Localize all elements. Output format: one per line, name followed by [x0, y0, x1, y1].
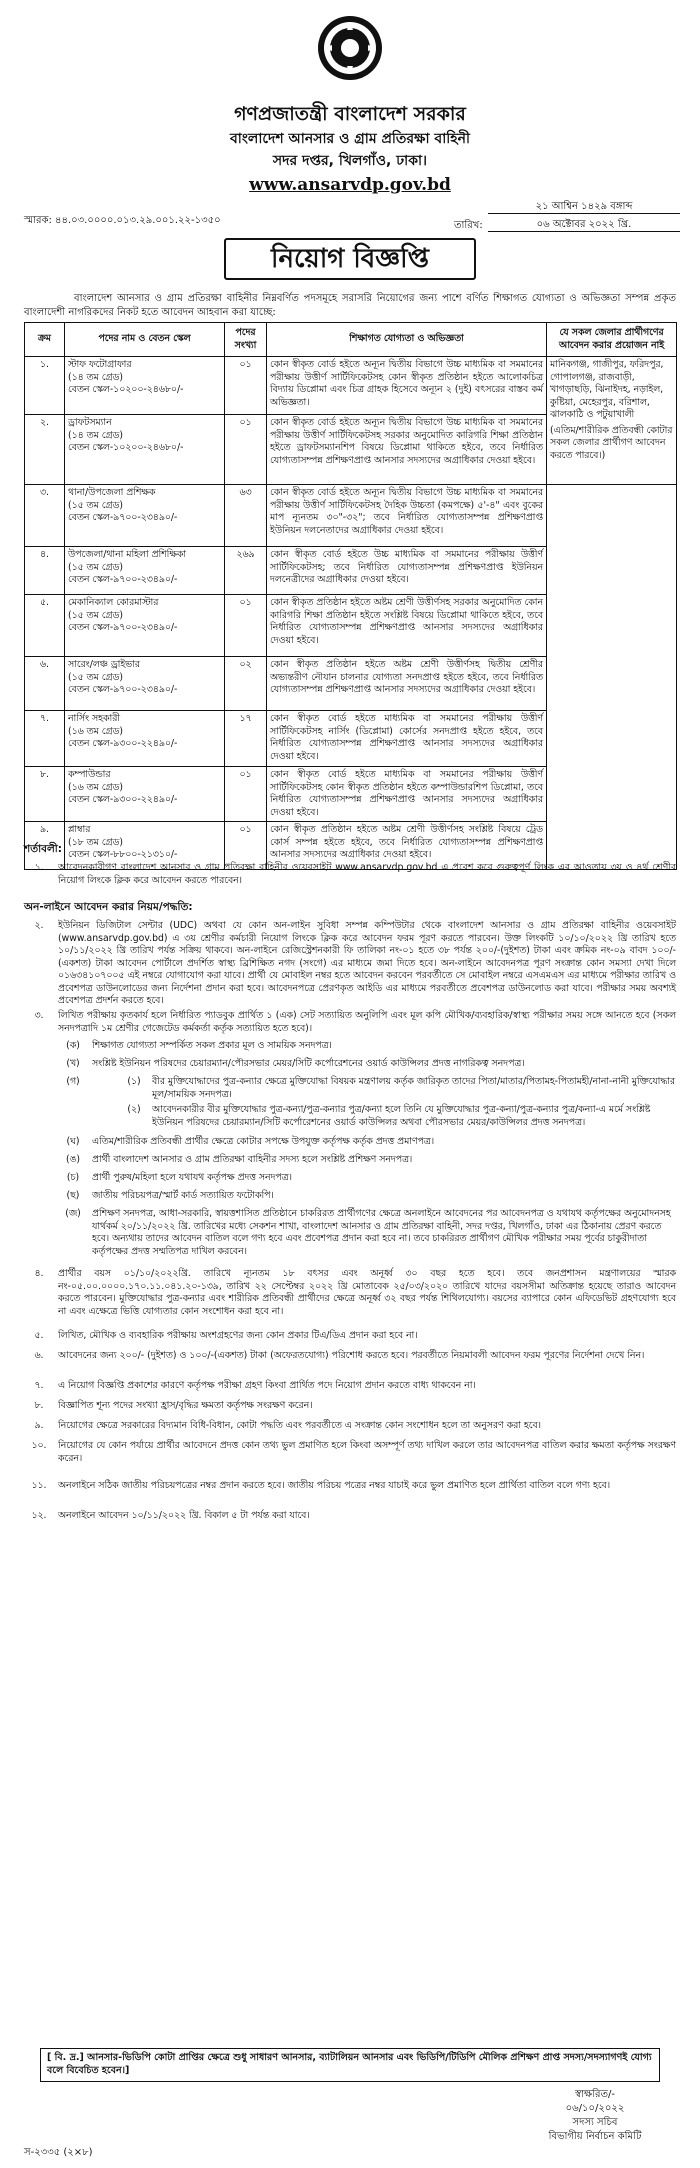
cell-qualification: কোন স্বীকৃত প্রতিষ্ঠান হইতে অষ্টম শ্রেণী উত্তীর্ণসহ সংশ্লিষ্ট বিষয়ে ট্রেড কোর্স সম্পন্ন হইতে হইবে, তবে নির্ধারিত যোগ্যতাসম্পন্ন প্রশিক্ষণপ্রাপ্ত আনসার সদস্যদের অগ্রাধিকার দেওয়া হইবে। — [267, 822, 547, 870]
online-item — [24, 920, 676, 1008]
page-title: নিয়োগ বিজ্ঞপ্তি — [224, 238, 476, 280]
signature-block — [510, 2088, 680, 2144]
clause-number: (জ) — [65, 1208, 81, 1219]
post-post: প্লাম্বার — [68, 824, 91, 836]
clause-text: লিখিত পরীক্ষায় কৃতকার্য হলে নির্ধারিত প্যাডবুক প্রার্থিত ১ (এক) সেট সত্যায়িত অনুলিপি এবং মূল কপি মৌখিক/ব্যবহারিক/স্বাস্থ্য পরীক্ষার সময় সঙ্গে আনতে হবে (সকল সনদপত্রাদি ১ম শ্রেণীর গেজেটেড কর্মকর্তা কর্তৃক সত্যায়িত হতে হবে)। — [58, 1010, 676, 1034]
post-scale: বেতন স্কেল-১০২০০-২৪৬৮০/- — [68, 442, 184, 454]
post-grade: (১৫ তম গ্রেড) — [68, 561, 123, 573]
more-item — [24, 1440, 676, 1465]
col-excluded-districts: যে সকল জেলার প্রার্থীগণের আবেদন করার প্রয়োজন নাই — [547, 323, 677, 357]
clause-text: নিয়োগের যে কোন পর্যায়ে প্রার্থীর আবেদনে প্রদত্ত কোন তথ্য ভুল প্রমাণিত হলে কিংবা অসম্পূর্ণ তথ্য দাখিল করলে তার আবেদনপত্র বাতিল করার ক্ষমতা কর্তৃপক্ষ সংরক্ষণ করেন। — [58, 1440, 676, 1464]
cell-qualification: কোন স্বীকৃত বোর্ড হইতে মাধ্যমিক বা সমমানের পরীক্ষায় উত্তীর্ণ সার্টিফিকেটসহ নার্সিং (ডিপ্লোমা) কোর্সের সনদপ্রাপ্ত হইতে হইবে, তবে নির্ধারিত যোগ্যতাসম্পন্ন প্রশিক্ষণপ্রাপ্ত আনসার সদস্যদের অগ্রাধিকার দেওয়া হইবে। — [267, 711, 547, 767]
cell-serial: ৭. — [25, 711, 65, 767]
cell-qualification: কোন স্বীকৃত বোর্ড হইতে অন্যূন দ্বিতীয় বিভাগে উচ্চ মাধ্যমিক বা সমমানের পরীক্ষায় উত্তীর্ণ সার্টিফিকেটসহ কোন স্বীকৃত প্রতিষ্ঠান হইতে আলোকচিত্র বিদ্যায় ডিপ্লোমা এবং চিত্র গ্রাহক হিসেবে অন্যূন ২ (দুই) বৎসরের বাস্তব কর্ম অভিজ্ঞতা। — [267, 357, 547, 415]
post-scale: বেতন স্কেল-৯৩০০-২২৪৯০/- — [68, 794, 178, 806]
clause-text: এ নিয়োগ বিজ্ঞপ্তি প্রকাশের কারণে কর্তৃপক্ষ পরীক্ষা গ্রহণ কিংবা প্রার্থিত পদে নিয়োগ প্রদান করতে বাধ্য থাকবেন না। — [58, 1380, 476, 1391]
post-grade: (১৫ তম গ্রেড) — [68, 609, 123, 621]
post-scale: বেতন স্কেল-৯৭০০-২৩৪৯০/- — [68, 622, 178, 634]
post-post: সারেং/লঞ্চ ড্রাইভার — [68, 659, 140, 670]
cell-serial: ৮. — [25, 767, 65, 822]
cell-serial: ৯. — [25, 822, 65, 870]
post-scale: বেতন স্কেল-১০২০০-২৪৬৮০/- — [68, 384, 184, 396]
more-item — [24, 1420, 676, 1433]
clause-text: আবেদনকারীগণ বাংলাদেশ আনসার ও গ্রাম প্রতিরক্ষা বাহিনীর ওয়েবসাইট www.ansarvdp.gov.bd এ প্রবেশ করে গুরুত্বপূর্ণ লিংক এর আওতায় ৩য় ও ৪র্থ শ্রেণীর নিয়োগ লিংকে ক্লিক করে আবেদন করতে পারবেন। — [58, 862, 676, 886]
clause-number: (ছ) — [66, 1190, 80, 1201]
cell-empty — [547, 485, 677, 870]
cell-post — [65, 415, 225, 485]
cell-post — [65, 657, 225, 711]
sub-item — [58, 1208, 676, 1258]
government-emblem-icon — [316, 14, 384, 82]
post-grade: (১৪ তম গ্রেড) — [68, 371, 123, 383]
post-grade: (১৬ তম গ্রেড) — [68, 781, 123, 793]
clause-text: লিখিত, মৌখিক ও ব্যবহারিক পরীক্ষায় অংশগ্রহণের জন্য কোন প্রকার টিএ/ডিএ প্রদান করা হবে না। — [58, 1330, 418, 1341]
cell-post — [65, 357, 225, 415]
table-row — [25, 357, 677, 415]
sub-item — [58, 1040, 676, 1053]
clause-number: ৮. — [34, 1400, 44, 1411]
clause-number: ৪. — [34, 1268, 44, 1279]
condition-item — [24, 862, 676, 887]
clause-text: প্রার্থীর বয়স ০১/১০/২০২২খ্রি. তারিখে ন্যূনতম ১৮ বৎসর এবং অনূর্ধ্ব ৩০ বছর হতে হবে। তবে জনপ্রশাসন মন্ত্রণালয়ের স্মারক নং-০৫.০০.০০০০.১৭০.১১.০৪১.২০-১৩৯, তারিখ ২২ সেপ্টেম্বর ২০২২ খ্রি মোতাবেক ২৫/০৩/২০২০ তারিখে যাদের বয়সসীমা অতিক্রান্ত হয়েছে তারাও আবেদন করতে পারবেন। মুক্তিযোদ্ধার পুত্র-কন্যার এবং শারীরিক প্রতিবন্ধী প্রার্থীদের ক্ষেত্রে অনূর্ধ্ব ৩২ বছর পর্যন্ত শিথিলযোগ্য। বয়সের ব্যাপারে কোন এফিডেভিট গ্রহণযোগ্য হবে না এবং এক্ষেত্রে ভিত্তি যোগ্যতার কোন সংশোধন করা হবে না। — [58, 1268, 676, 1317]
cell-excluded-districts — [547, 357, 677, 485]
clause-text: আবেদনকারীর বীর মুক্তিযোদ্ধার পুত্র-কন্যা/পুত্র-কন্যার পুত্র/কন্যা হলে তিনি যে মুক্তিযোদ্ধার পুত্র-কন্যা/পুত্র-কন্যার পুত্র/কন্যা-এ মর্মে সংশ্লিষ্ট ইউনিয়ন পরিষদের চেয়ারম্যান/সিটি কর্পোরেশনের ওয়ার্ড কাউন্সিলর অথবা পৌরসভার মেয়র/কাউন্সিলর প্রদত্ত সনদপত্র। — [152, 1104, 651, 1128]
clause-text: বিজ্ঞাপিত শূন্য পদের সংখ্যা হ্রাস/বৃদ্ধির ক্ষমতা কর্তৃপক্ষ সংরক্ষণ করেন। — [58, 1400, 313, 1411]
clause-text: প্রার্থী বাংলাদেশ আনসার ও গ্রাম প্রতিরক্ষা বাহিনীর সদস্য হলে সংশ্লিষ্ট প্রশিক্ষণ সনদপত্র। — [92, 1154, 413, 1165]
post-post: কম্পাউন্ডার — [68, 769, 111, 780]
clause-number: (২) — [127, 1104, 141, 1115]
cell-post — [65, 485, 225, 547]
cell-post — [65, 547, 225, 595]
cell-count: ৬৩ — [225, 485, 267, 547]
clause-text: প্রশিক্ষণ সনদপত্র, আধা-সরকারি, স্বায়ত্তশাসিত প্রতিষ্ঠানে চাকরিরত প্রার্থীগণের ক্ষেত্রে অনলাইনে আবেদনের পর আবেদনপত্র ও যথাযথ কর্তৃপক্ষের অনুমোদনসহ যার্থকর্ম ২০/১১/২০২২ খ্রি. তারিখের মধ্যে সেকশন শাখা, বাংলাদেশ আনসার ও গ্রাম প্রতিরক্ষা বাহিনী, সদর দপ্তর, খিলগাঁও, ঢাকা এর ঠিকানায় প্রেরণ করতে হবে। অন্যথায় তাদের আবেদন বাতিল বলে গণ্য হবে এবং প্রবেশপত্র প্রদান করা হবে না। তবে চাকরিরত প্রার্থীগণ মৌখিক পরীক্ষার সময় পূর্বের চাকুরীদাতা কর্তৃপক্ষের প্রদত্ত সম্মতিপত্র দাখিল করবেন। — [92, 1208, 671, 1257]
districts-note: (এতিম/শারীরিক প্রতিবন্ধী কোটার সকল জেলার প্রার্থীগণ আবেদন করতে পারবে।) — [550, 424, 673, 461]
post-scale: বেতন স্কেল-৯৩০০-২২৪৯০/- — [68, 738, 178, 750]
cell-count: ০১ — [225, 415, 267, 485]
special-note: [ বি. দ্র.] আনসার-ভিডিপি কোটা প্রাপ্তির ক্ষেত্রে শুধু সাধারণ আনসার, ব্যাটালিয়ন আনসার এবং ভিডিপি/টিডিপি মৌলিক প্রশিক্ষণ প্রাপ্ত সদস্য/সদস্যাগণই যোগ্য বলে বিবেচিত হবেন।] — [40, 2048, 660, 2082]
conditions-heading: শর্তাবলী: — [24, 843, 63, 855]
sub-item — [58, 1172, 676, 1185]
online-heading: অন-লাইনে আবেদন করার নিয়ম/পদ্ধতি: — [24, 901, 193, 913]
memo-number: স্মারক: ৪৪.০৩.০০০০.০১৩.২৯.০০১.২২-১৩৫০ — [24, 215, 221, 226]
post-scale: বেতন স্কেল-৮৮০০-২১৩১০/- — [68, 849, 178, 861]
post-post: উপজেলা/থানা মহিলা প্রশিক্ষিকা — [68, 549, 187, 560]
cell-count: ২৬৯ — [225, 547, 267, 595]
cell-post — [65, 767, 225, 822]
more-item — [24, 1400, 676, 1413]
cell-count: ০১ — [225, 767, 267, 822]
cell-qualification: কোন স্বীকৃত প্রতিষ্ঠান হইতে অষ্টম শ্রেণী উত্তীর্ণসহ দ্বিতীয় শ্রেণীর অভ্যন্তরীণ নৌযান চালনার যোগ্যতা সনদপ্রাপ্ত হইতে হইবে, তবে নির্ধারিত যোগ্যতাসম্পন্ন প্রশিক্ষণপ্রাপ্ত আনসার সদস্যদের অগ্রাধিকার দেওয়া হইবে। — [267, 657, 547, 711]
date-block — [454, 196, 680, 232]
subsub-item — [120, 1104, 676, 1129]
clause-number: (ঘ) — [66, 1136, 80, 1147]
clause-number: (খ) — [66, 1058, 80, 1069]
clause-number: ৯. — [34, 1420, 44, 1431]
footer-code: স-২৩৩৫ (২×৮) — [24, 2147, 93, 2158]
cell-count: ০২ — [225, 657, 267, 711]
post-post: নার্সিং সহকারী — [68, 713, 121, 724]
cell-serial: ৬. — [25, 657, 65, 711]
col-post: পদের নাম ও বেতন স্কেল — [65, 323, 225, 357]
post-grade: (১৮ তম গ্রেড) — [68, 836, 123, 848]
intro-paragraph: বাংলাদেশ আনসার ও গ্রাম প্রতিরক্ষা বাহিনীর নিম্নবর্ণিত পদসমূহে সরাসরি নিয়োগের জন্য পাশে বর্ণিত শিক্ষাগত যোগ্যতা ও অভিজ্ঞতা সম্পন্ন প্রকৃত বাংলাদেশী নাগরিকদের নিকট হতে আবেদন আহবান করা যাচ্ছে: — [24, 293, 676, 318]
cell-qualification: কোন স্বীকৃত বোর্ড হইতে মাধ্যমিক বা সমমানের পরীক্ষায় উত্তীর্ণ সার্টিফিকেটসহ কোন স্বীকৃত প্রতিষ্ঠান হইতে কম্পাউন্ডারশিপ ডিপ্লোমা, তবে নির্ধারিত যোগ্যতাসম্পন্ন প্রশিক্ষণপ্রাপ্ত আনসার সদস্যদের অগ্রাধিকার দেওয়া হইবে। — [267, 767, 547, 822]
districts-list: মানিকগঞ্জ, গাজীপুর, ফরিদপুর, গোপালগঞ্জ, রাজবাড়ী, খাগড়াছড়ি, ঝিনাইদহ, নড়াইল, কুষ্টিয়া, মেহেরপুর, বরিশাল, ঝালকাঠি ও পটুয়াখালী — [550, 359, 664, 421]
clause-text: সংশ্লিষ্ট ইউনিয়ন পরিষদের চেয়ারম্যান/পৌরসভার মেয়র/সিটি কর্পোরেশনের ওয়ার্ড কাউন্সিলর প্রদত্ত নাগরিকত্ব সনদপত্র। — [92, 1058, 525, 1069]
clause-text: আবেদনের জন্য ২০০/- (দুইশত) ও ১০০/-(একশত) টাকা (অফেরতযোগ্য) পরিশোধ করতে হবে। পরবর্তীতে নিয়মাবলী আবেদন ফরম পূরণের নির্দেশনা দেখে নিন। — [58, 1350, 645, 1361]
post-grade: (১৫ তম গ্রেড) — [68, 499, 123, 511]
cell-serial: ১. — [25, 357, 65, 415]
more-item — [24, 1350, 676, 1363]
post-post: ড্রাফটসম্যান — [68, 417, 112, 428]
clause-text: বীর মুক্তিযোদ্ধাদের পুত্র-কন্যার ক্ষেত্রে মুক্তিযোদ্ধা বিষয়ক মন্ত্রণালয় কর্তৃক জারিকৃত তাদের পিতা/মাতার/পিতামহ-পিতামহী/নানা-নানী মুক্তিযোদ্ধার মূল/সাময়িক সনদপত্র। — [152, 1076, 675, 1100]
signatory-title: সদস্য সচিব — [572, 2117, 618, 2128]
department-name: বাংলাদেশ আনসার ও গ্রাম প্রতিরক্ষা বাহিনী — [230, 131, 470, 147]
sub-item — [58, 1154, 676, 1167]
clause-number: (১) — [127, 1076, 141, 1087]
date-english: ০৬ অক্টোবর ২০২২ খ্রি. — [488, 218, 680, 233]
more-item — [24, 1268, 676, 1318]
sub-item — [58, 1058, 676, 1071]
website-link[interactable]: www.ansarvdp.gov.bd — [249, 175, 451, 195]
cell-post — [65, 711, 225, 767]
post-scale: বেতন স্কেল-৯৭০০-২৩৪৯০/- — [68, 684, 178, 696]
more-item — [24, 1510, 676, 1523]
post-scale: বেতন স্কেল-৯৭০০-২৩৪৯০/- — [68, 512, 178, 524]
post-post: স্টাফ ফটোগ্রাফার — [68, 359, 132, 370]
online-item — [24, 1010, 676, 1035]
clause-text: এতিম/শারীরিক প্রতিবন্ধী প্রার্থীর ক্ষেত্রে কোটার সপক্ষে উপযুক্ত কর্তৃপক্ষ কর্তৃক প্রদত্ত প্রমাণপত্র। — [92, 1136, 435, 1147]
post-grade: (১৬ তম গ্রেড) — [68, 725, 123, 737]
date-label: তারিখ: — [454, 219, 483, 231]
headquarters-address: সদর দপ্তর, খিলগাঁও, ঢাকা। — [272, 153, 428, 169]
cell-serial: ৩. — [25, 485, 65, 547]
clause-text: অনলাইনে আবেদন ১০/১১/২০২২ খ্রি. বিকাল ৫ টা পর্যন্ত করা যাবে। — [58, 1510, 310, 1521]
post-post: থানা/উপজেলা প্রশিক্ষক — [68, 487, 156, 498]
cell-serial: ৫. — [25, 595, 65, 657]
sub-item — [58, 1136, 676, 1149]
cell-qualification: কোন স্বীকৃত বোর্ড হইতে অন্যূন দ্বিতীয় বিভাগে উচ্চ মাধ্যমিক বা সমমানের পরীক্ষায় উত্তীর্ণ সার্টিফিকেটসহ সরকার অনুমোদিত কারিগরি শিক্ষা প্রতিষ্ঠান হইতে ড্রাফটসম্যানশিপ বিষয়ে ডিপ্লোমা থাকিতে হইবে, তবে নির্ধারিত যোগ্যতাসম্পন্ন প্রশিক্ষণপ্রাপ্ত আনসার সদস্যদের অগ্রাধিকার দেওয়া হইবে। — [267, 415, 547, 485]
signature-date: ০৬/১০/২০২২ — [565, 2103, 625, 2114]
clause-number: ২. — [34, 920, 44, 931]
col-serial: ক্রম — [25, 323, 65, 357]
cell-count: ১৭ — [225, 711, 267, 767]
cell-post — [65, 595, 225, 657]
clause-text: অনলাইনে সঠিক জাতীয় পরিচয়পত্রের নম্বর প্রদান করতে হবে। জাতীয় পরিচয় পত্রের নম্বর যাচাই করে ভুল প্রমাণিত হলে প্রার্থিতা বাতিল বলে গণ্য হবে। — [58, 1480, 611, 1491]
clause-number: (ক) — [66, 1040, 80, 1051]
clause-text: ইউনিয়ন ডিজিটাল সেন্টার (UDC) অথবা যে কোন অন-লাইন সুবিধা সম্পন্ন কম্পিউটার থেকে বাংলাদেশ আনসার ও গ্রাম প্রতিরক্ষা বাহিনীর ওয়েবসাইট (www.ansarvdp.gov.bd) এ ৩য় শ্রেণীর কর্মচারী নিয়োগ লিংকে ক্লিক করে আবেদন ফরম পূরণ করতে পারবেন। উক্ত লিংকটি ১০/১০/২০২২ খ্রি তারিখ হতে ১০/১১/২০২২ খ্রি তারিখ পর্যন্ত সক্রিয় থাকবে। অন-লাইনে রেজিস্ট্রেশনকারী ফি তালিকা নং-০১ হতে ৩৮ পর্যন্ত ২০০/-(দুইশত) টাকা এবং ক্রমিক নং-০৯ বাবদ ১০০/-(একশত) টাকা আবেদন পোর্টালে প্রদর্শিত স্বাস্থ্য ব্রিশিক্ষিত নগদ (সংগে) এর মাধ্যমে জমা দিতে হবে। অন-লাইনে আবেদনপত্র পূরণ সংক্রান্ত কোন সমস্যা দেখা দিলে ০১৬৩৪১০৭০০৫ এই নম্বরে যোগাযোগ করা যাবে। প্রার্থী যে মোবাইল নম্বর হতে আবেদন করবেন পরবর্তীতে সে মোবাইল নম্বরে এসএমএস এর মাধ্যমে পরীক্ষার তারিখ ও প্রবেশপত্র ডাউনলোডের জন্য নির্দেশনা প্রদান করা হবে। আবেদনপত্রে প্রেরণকৃত আইডি এর মাধ্যমে পরবর্তীতে প্রবেশপত্র ডাউনলোড করা যাবে। পরীক্ষার সময় অবশ্যই প্রবেশপত্র প্রদর্শন করতে হবে। — [58, 920, 676, 1007]
subsub-item — [120, 1076, 676, 1101]
clause-number: (গ) — [66, 1076, 80, 1087]
cell-count: ০১ — [225, 822, 267, 870]
clause-number: ১১. — [31, 1480, 47, 1491]
clause-number: ১০. — [31, 1440, 47, 1451]
clause-text: জাতীয় পরিচয়পত্র/স্মার্ট কার্ড সত্যায়িত ফটোকপি। — [92, 1190, 274, 1201]
clause-number: (ঙ) — [65, 1154, 81, 1165]
cell-qualification: কোন স্বীকৃত বোর্ড হইতে অন্যূন দ্বিতীয় বিভাগে উচ্চ মাধ্যমিক বা সমমানের পরীক্ষায় উত্তীর্ণ সার্টিফিকেটসহ দৈহিক উচ্চতা (কমপক্ষে) ৫'-৪" এবং বুকের মাপ ন্যূনতম ৩০"-৩২"; তবে নির্ধারিত যোগ্যতাসম্পন্ন প্রশিক্ষণপ্রাপ্ত ইউনিয়ন দলনেতাদের অগ্রাধিকার দেওয়া হইবে। — [267, 485, 547, 547]
cell-serial: ২. — [25, 415, 65, 485]
table-row — [25, 485, 677, 547]
clause-text: শিক্ষাগত যোগ্যতা সম্পর্কিত সকল প্রকার মূল ও সাময়িক সনদপত্র। — [92, 1040, 332, 1051]
cell-count: ০১ — [225, 595, 267, 657]
signature-label: স্বাক্ষরিত/- — [575, 2089, 615, 2100]
more-item — [24, 1380, 676, 1393]
government-title: গণপ্রজাতন্ত্রী বাংলাদেশ সরকার — [234, 103, 466, 125]
sub-item — [58, 1190, 676, 1203]
post-post: মেকানিক্যাল কোরমাস্টার — [68, 597, 159, 608]
clause-text: প্রার্থী পুরুষ/মহিলা হলে যথাযথ কর্তৃপক্ষ প্রদত্ত সনদপত্র। — [92, 1172, 292, 1183]
post-grade: (১৫ তম গ্রেড) — [68, 671, 123, 683]
post-grade: (১৪ তম গ্রেড) — [68, 429, 123, 441]
clause-number: ৫. — [34, 1330, 44, 1341]
date-bangla: ২১ আশ্বিন ১৪২৯ বঙ্গাব্দ — [488, 200, 680, 215]
clause-number: ১২. — [31, 1510, 47, 1521]
clause-number: ১. — [34, 862, 44, 873]
cell-count: ০১ — [225, 357, 267, 415]
vacancy-table — [24, 322, 677, 870]
post-scale: বেতন স্কেল-৯৭০০-২৩৪৯০/- — [68, 574, 178, 586]
clause-text: নিয়োগের ক্ষেত্রে সরকারের বিদ্যমান বিধি-বিধান, কোটা পদ্ধতি এবং পরবর্তীতে এ সংক্রান্ত কোন সংশোধন হলে তা অনুসরণ করা হবে। — [58, 1420, 541, 1431]
col-qualification: শিক্ষাগত যোগ্যতা ও অভিজ্ঞতা — [267, 323, 547, 357]
more-item — [24, 1330, 676, 1343]
cell-serial: ৪. — [25, 547, 65, 595]
more-item — [24, 1480, 676, 1493]
cell-qualification: কোন স্বীকৃত প্রতিষ্ঠান হইতে অষ্টম শ্রেণী উত্তীর্ণসহ সরকার অনুমোদিত কোন কারিগরি শিক্ষা প্রতিষ্ঠান হইতে সংশ্লিষ্ট বিষয়ে ডিপ্লোমা থাকিতে হইবে, তবে নির্ধারিত যোগ্যতাসম্পন্ন প্রশিক্ষণপ্রাপ্ত আনসার সদস্যদের অগ্রাধিকার দেওয়া হইবে। — [267, 595, 547, 657]
clause-number: ৬. — [34, 1350, 44, 1361]
cell-qualification: কোন স্বীকৃত বোর্ড হইতে উচ্চ মাধ্যমিক বা সমমানের পরীক্ষায় উত্তীর্ণ সার্টিফিকেটসহ; তবে নির্ধারিত যোগ্যতাসম্পন্ন প্রশিক্ষণপ্রাপ্ত ইউনিয়ন দলনেত্রীদের অগ্রাধিকার দেওয়া হইবে। — [267, 547, 547, 595]
clause-number: (চ) — [66, 1172, 80, 1183]
col-count: পদের সংখ্যা — [225, 323, 267, 357]
clause-number: ৭. — [34, 1380, 44, 1391]
signatory-office: বিভাগীয় নির্বাচন কমিটি — [548, 2131, 642, 2142]
clause-number: ৩. — [34, 1010, 44, 1021]
